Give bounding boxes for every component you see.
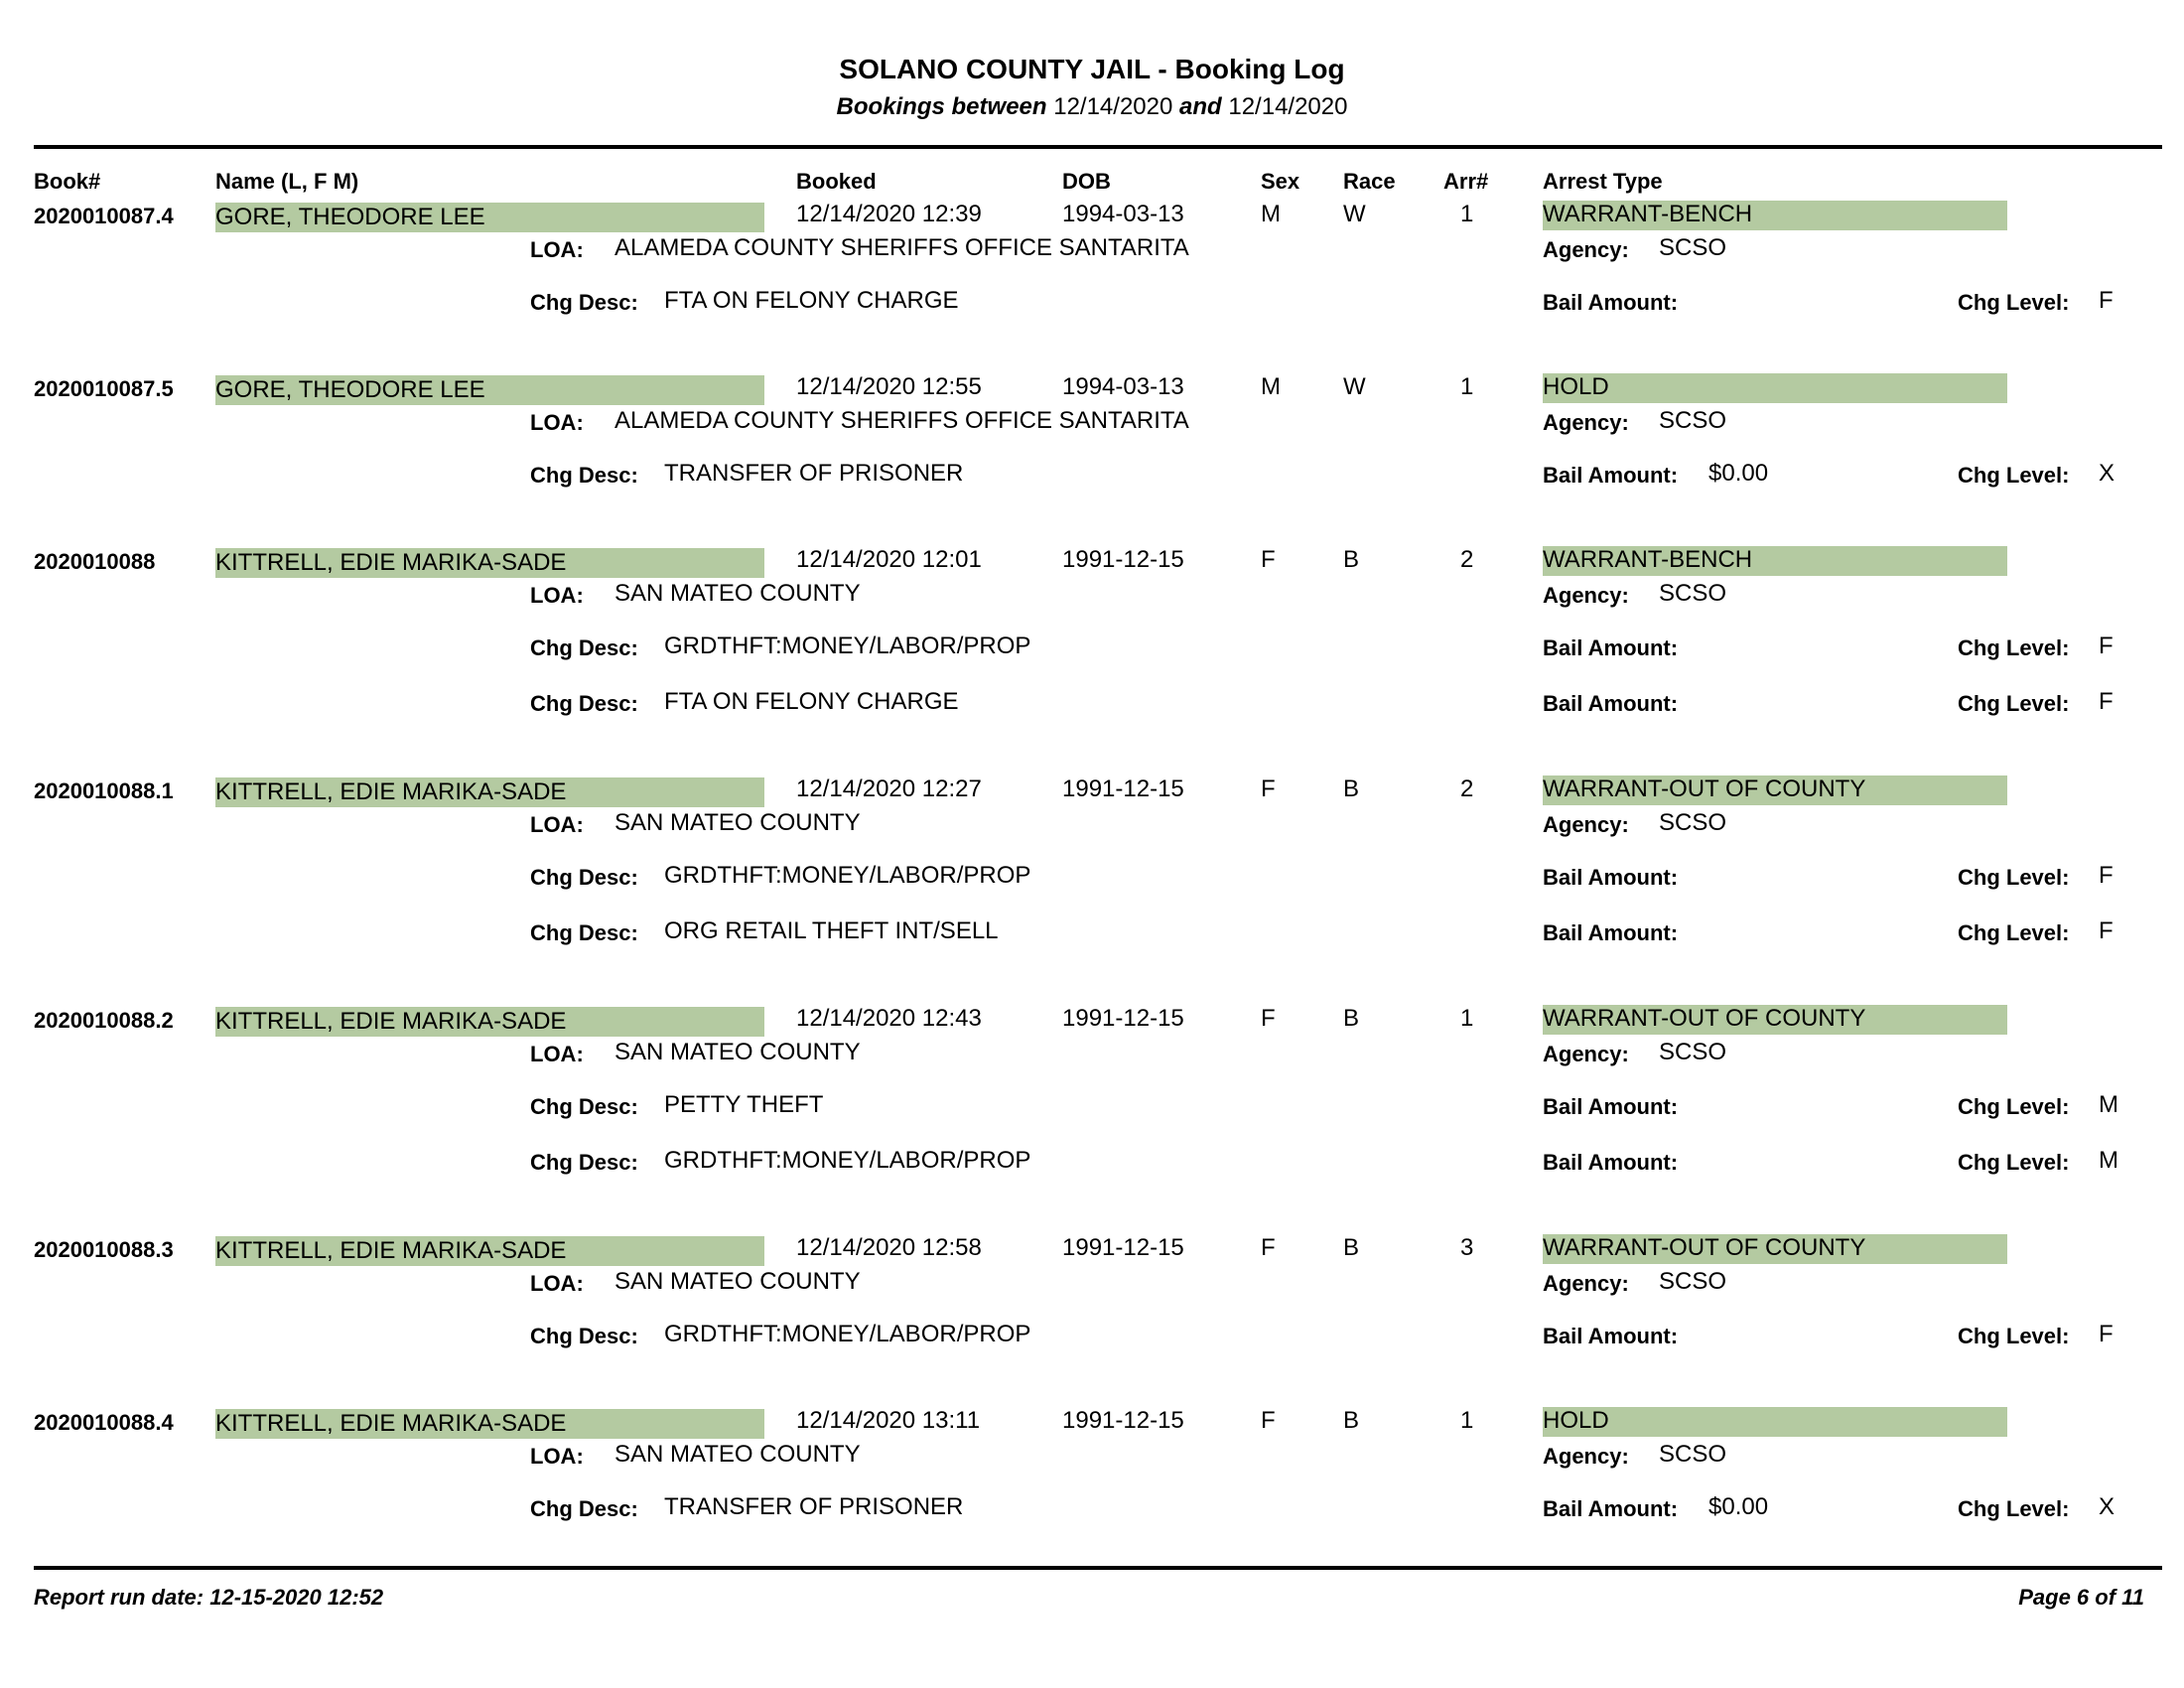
chg-desc-label: Chg Desc: — [530, 691, 638, 716]
agency-label: Agency: — [1543, 410, 1629, 435]
sex-value: M — [1261, 201, 1281, 227]
agency-label: Agency: — [1543, 812, 1629, 837]
subtitle-prefix: Bookings between — [836, 93, 1047, 120]
chg-desc-label: Chg Desc: — [530, 1324, 638, 1348]
chg-level-value: X — [2099, 1493, 2116, 1520]
booked-datetime: 12/14/2020 12:27 — [796, 775, 982, 802]
bail-amount-label: Bail Amount: — [1543, 635, 1679, 660]
bail-amount-value: $0.00 — [1708, 1493, 1769, 1520]
arrest-number: 1 — [1460, 1005, 1474, 1032]
book-number: 2020010087.5 — [34, 376, 174, 401]
chg-level-label: Chg Level: — [1958, 865, 2070, 890]
bail-amount-label: Bail Amount: — [1543, 920, 1679, 945]
chg-desc-value: GRDTHFT:MONEY/LABOR/PROP — [664, 862, 1031, 889]
arrest-number: 3 — [1460, 1234, 1474, 1261]
race-value: W — [1343, 201, 1366, 227]
loa-label: LOA: — [530, 1444, 584, 1469]
arrest-type: HOLD — [1543, 1407, 1609, 1434]
col-header-arr: Arr# — [1443, 169, 1489, 194]
chg-level-label: Chg Level: — [1958, 290, 2070, 315]
booked-datetime: 12/14/2020 12:55 — [796, 373, 982, 400]
loa-label: LOA: — [530, 1271, 584, 1296]
chg-desc-label: Chg Desc: — [530, 1094, 638, 1119]
date-of-birth: 1994-03-13 — [1062, 201, 1184, 227]
bail-amount-label: Bail Amount: — [1543, 1150, 1679, 1175]
agency-value: SCSO — [1659, 234, 1727, 261]
chg-desc-label: Chg Desc: — [530, 1150, 638, 1175]
chg-desc-value: FTA ON FELONY CHARGE — [664, 287, 959, 314]
book-number: 2020010088.1 — [34, 778, 174, 803]
booked-datetime: 12/14/2020 13:11 — [796, 1407, 981, 1434]
chg-level-value: F — [2099, 917, 2114, 944]
chg-level-label: Chg Level: — [1958, 1150, 2070, 1175]
chg-level-label: Chg Level: — [1958, 920, 2070, 945]
bail-amount-label: Bail Amount: — [1543, 691, 1679, 716]
sex-value: F — [1261, 1407, 1276, 1434]
date-from: 12/14/2020 — [1053, 93, 1173, 120]
arrest-type: WARRANT-OUT OF COUNTY — [1543, 1234, 1866, 1261]
col-header-name: Name (L, F M) — [215, 169, 359, 194]
chg-desc-label: Chg Desc: — [530, 463, 638, 488]
inmate-name: KITTRELL, EDIE MARIKA-SADE — [215, 1008, 567, 1035]
book-number: 2020010088 — [34, 549, 156, 574]
chg-desc-value: GRDTHFT:MONEY/LABOR/PROP — [664, 633, 1031, 659]
race-value: B — [1343, 1234, 1360, 1261]
arrest-type: WARRANT-BENCH — [1543, 546, 1753, 573]
chg-desc-label: Chg Desc: — [530, 635, 638, 660]
arrest-type: HOLD — [1543, 373, 1609, 400]
col-header-race: Race — [1343, 169, 1396, 194]
bail-amount-label: Bail Amount: — [1543, 1496, 1679, 1521]
loa-label: LOA: — [530, 410, 584, 435]
chg-level-label: Chg Level: — [1958, 1496, 2070, 1521]
agency-value: SCSO — [1659, 1441, 1727, 1468]
race-value: B — [1343, 1005, 1360, 1032]
loa-label: LOA: — [530, 237, 584, 262]
arrest-type-highlight — [1543, 1407, 2007, 1437]
chg-level-value: M — [2099, 1147, 2118, 1174]
col-header-booked: Booked — [796, 169, 877, 194]
loa-value: SAN MATEO COUNTY — [614, 1039, 861, 1065]
sex-value: M — [1261, 373, 1281, 400]
race-value: W — [1343, 373, 1366, 400]
chg-desc-label: Chg Desc: — [530, 920, 638, 945]
sex-value: F — [1261, 775, 1276, 802]
arrest-number: 1 — [1460, 373, 1474, 400]
arrest-type: WARRANT-BENCH — [1543, 201, 1753, 227]
agency-value: SCSO — [1659, 580, 1727, 607]
bottom-rule — [34, 1566, 2162, 1570]
agency-value: SCSO — [1659, 407, 1727, 434]
arrest-number: 1 — [1460, 1407, 1474, 1434]
agency-label: Agency: — [1543, 237, 1629, 262]
chg-desc-value: ORG RETAIL THEFT INT/SELL — [664, 917, 999, 944]
chg-level-label: Chg Level: — [1958, 691, 2070, 716]
sex-value: F — [1261, 546, 1276, 573]
agency-value: SCSO — [1659, 809, 1727, 836]
loa-label: LOA: — [530, 1042, 584, 1066]
inmate-name: KITTRELL, EDIE MARIKA-SADE — [215, 1410, 567, 1437]
subtitle-and: and — [1179, 93, 1222, 120]
date-of-birth: 1991-12-15 — [1062, 1234, 1184, 1261]
arrest-number: 2 — [1460, 775, 1474, 802]
loa-value: SAN MATEO COUNTY — [614, 809, 861, 836]
inmate-name: KITTRELL, EDIE MARIKA-SADE — [215, 549, 567, 576]
chg-level-value: F — [2099, 688, 2114, 715]
chg-level-label: Chg Level: — [1958, 463, 2070, 488]
agency-label: Agency: — [1543, 1042, 1629, 1066]
chg-desc-value: FTA ON FELONY CHARGE — [664, 688, 959, 715]
agency-label: Agency: — [1543, 1444, 1629, 1469]
loa-label: LOA: — [530, 583, 584, 608]
agency-label: Agency: — [1543, 1271, 1629, 1296]
chg-level-value: F — [2099, 1321, 2114, 1347]
col-header-dob: DOB — [1062, 169, 1111, 194]
chg-level-value: F — [2099, 287, 2114, 314]
inmate-name: GORE, THEODORE LEE — [215, 376, 485, 403]
bail-amount-label: Bail Amount: — [1543, 290, 1679, 315]
sex-value: F — [1261, 1005, 1276, 1032]
chg-level-label: Chg Level: — [1958, 635, 2070, 660]
chg-level-value: X — [2099, 460, 2116, 487]
book-number: 2020010088.4 — [34, 1410, 174, 1435]
booked-datetime: 12/14/2020 12:39 — [796, 201, 982, 227]
arrest-type: WARRANT-OUT OF COUNTY — [1543, 775, 1866, 802]
loa-value: SAN MATEO COUNTY — [614, 580, 861, 607]
chg-level-value: F — [2099, 633, 2114, 659]
agency-value: SCSO — [1659, 1039, 1727, 1065]
inmate-name: GORE, THEODORE LEE — [215, 204, 485, 230]
bail-amount-label: Bail Amount: — [1543, 463, 1679, 488]
col-header-book: Book# — [34, 169, 101, 194]
date-of-birth: 1991-12-15 — [1062, 775, 1184, 802]
race-value: B — [1343, 775, 1360, 802]
chg-desc-value: PETTY THEFT — [664, 1091, 824, 1118]
page-number: Page 6 of 11 — [2018, 1585, 2144, 1610]
date-to: 12/14/2020 — [1228, 93, 1348, 120]
chg-desc-label: Chg Desc: — [530, 1496, 638, 1521]
loa-value: SAN MATEO COUNTY — [614, 1441, 861, 1468]
chg-desc-value: TRANSFER OF PRISONER — [664, 460, 964, 487]
bail-amount-label: Bail Amount: — [1543, 1094, 1679, 1119]
date-of-birth: 1991-12-15 — [1062, 546, 1184, 573]
col-header-sex: Sex — [1261, 169, 1300, 194]
date-of-birth: 1991-12-15 — [1062, 1407, 1184, 1434]
arrest-number: 1 — [1460, 201, 1474, 227]
loa-value: ALAMEDA COUNTY SHERIFFS OFFICE SANTARITA — [614, 407, 1189, 434]
sex-value: F — [1261, 1234, 1276, 1261]
book-number: 2020010088.3 — [34, 1237, 174, 1262]
arrest-type: WARRANT-OUT OF COUNTY — [1543, 1005, 1866, 1032]
chg-desc-label: Chg Desc: — [530, 865, 638, 890]
chg-level-value: M — [2099, 1091, 2118, 1118]
book-number: 2020010087.4 — [34, 204, 174, 228]
chg-desc-value: GRDTHFT:MONEY/LABOR/PROP — [664, 1321, 1031, 1347]
agency-value: SCSO — [1659, 1268, 1727, 1295]
book-number: 2020010088.2 — [34, 1008, 174, 1033]
report-run-date: Report run date: 12-15-2020 12:52 — [34, 1585, 384, 1610]
booked-datetime: 12/14/2020 12:43 — [796, 1005, 982, 1032]
date-of-birth: 1991-12-15 — [1062, 1005, 1184, 1032]
date-of-birth: 1994-03-13 — [1062, 373, 1184, 400]
chg-level-value: F — [2099, 862, 2114, 889]
loa-label: LOA: — [530, 812, 584, 837]
chg-desc-value: GRDTHFT:MONEY/LABOR/PROP — [664, 1147, 1031, 1174]
arrest-number: 2 — [1460, 546, 1474, 573]
arrest-type-highlight — [1543, 373, 2007, 403]
loa-value: ALAMEDA COUNTY SHERIFFS OFFICE SANTARITA — [614, 234, 1189, 261]
agency-label: Agency: — [1543, 583, 1629, 608]
loa-value: SAN MATEO COUNTY — [614, 1268, 861, 1295]
chg-level-label: Chg Level: — [1958, 1094, 2070, 1119]
booked-datetime: 12/14/2020 12:58 — [796, 1234, 982, 1261]
race-value: B — [1343, 546, 1360, 573]
bail-amount-label: Bail Amount: — [1543, 1324, 1679, 1348]
booked-datetime: 12/14/2020 12:01 — [796, 546, 982, 573]
report-title: SOLANO COUNTY JAIL - Booking Log — [839, 54, 1345, 84]
chg-desc-value: TRANSFER OF PRISONER — [664, 1493, 964, 1520]
bail-amount-value: $0.00 — [1708, 460, 1769, 487]
inmate-name: KITTRELL, EDIE MARIKA-SADE — [215, 1237, 567, 1264]
race-value: B — [1343, 1407, 1360, 1434]
bail-amount-label: Bail Amount: — [1543, 865, 1679, 890]
col-header-arrest-type: Arrest Type — [1543, 169, 1663, 194]
top-rule — [34, 145, 2162, 149]
report-subtitle — [0, 93, 2184, 121]
chg-level-label: Chg Level: — [1958, 1324, 2070, 1348]
chg-desc-label: Chg Desc: — [530, 290, 638, 315]
inmate-name: KITTRELL, EDIE MARIKA-SADE — [215, 778, 567, 805]
